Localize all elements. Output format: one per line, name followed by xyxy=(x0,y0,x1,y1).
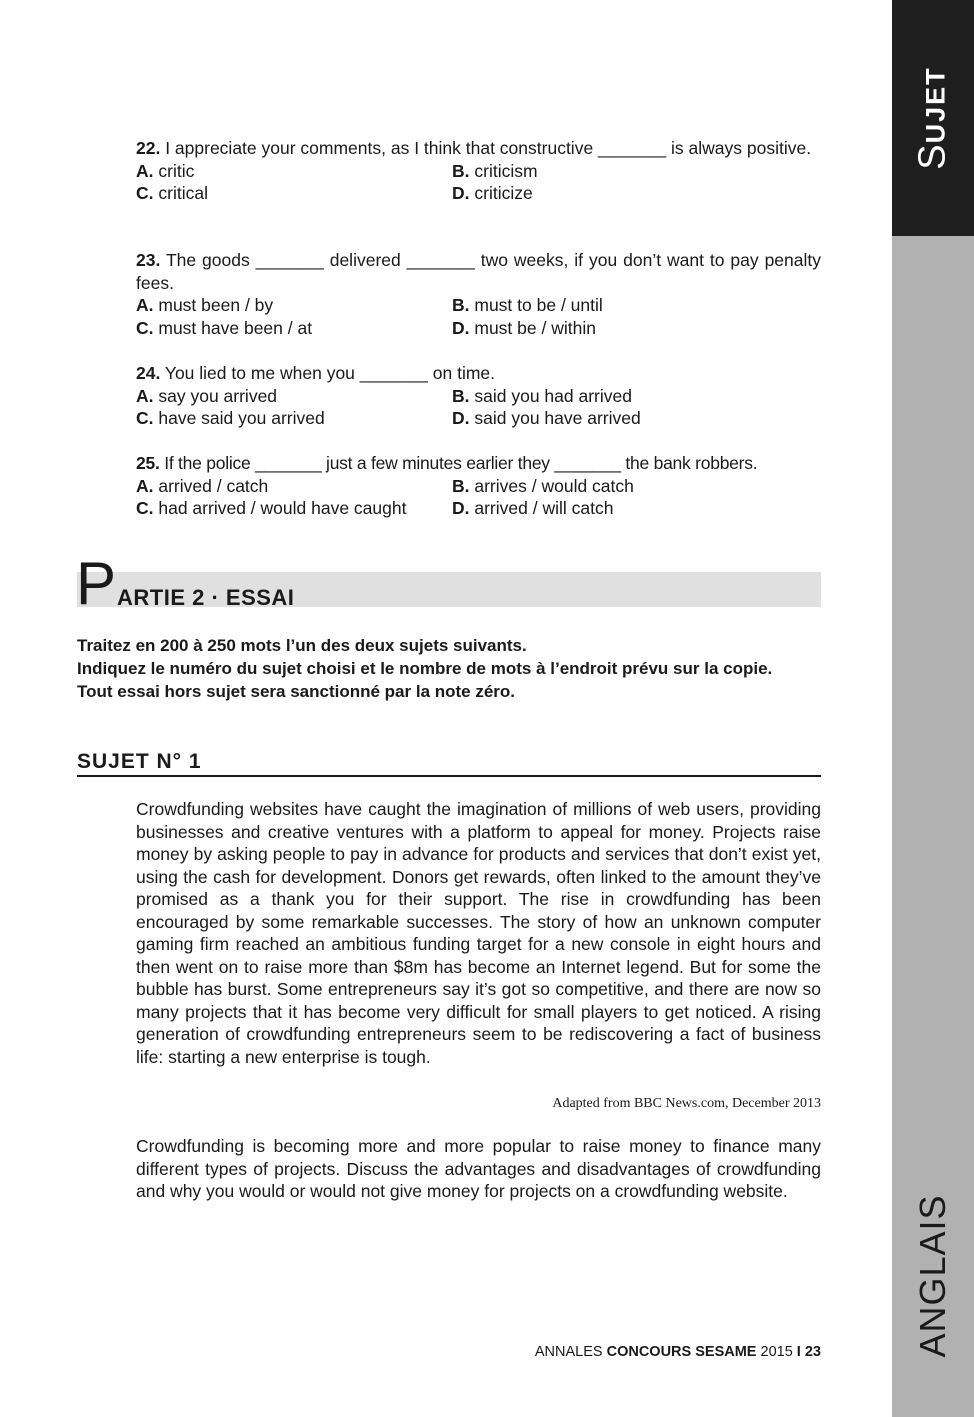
question-25 xyxy=(136,452,821,520)
answer-options xyxy=(136,385,821,430)
option-b: B. must to be / until xyxy=(452,295,603,315)
footer-year: 2015 xyxy=(760,1344,793,1360)
section-title: ARTIE 2 · ESSAI xyxy=(117,585,295,610)
option-c: C. have said you arrived xyxy=(136,408,325,428)
option-a: A. say you arrived xyxy=(136,385,278,406)
sidebar-subject-tab xyxy=(892,236,974,1417)
option-b: B. arrives / would catch xyxy=(452,475,634,496)
page-number: 23 xyxy=(804,1344,821,1360)
sujet-heading: SUJET N° 1 xyxy=(77,750,821,777)
question-stem: 22. I appreciate your comments, as I think that constructive _______ is always positive. xyxy=(136,138,812,158)
page-footer xyxy=(400,1343,821,1361)
option-b: B. criticism xyxy=(452,160,538,181)
question-22 xyxy=(136,137,821,205)
option-d: D. must be / within xyxy=(452,317,596,338)
option-c: C. must have been / at xyxy=(136,317,313,338)
option-d: D. arrived / will catch xyxy=(452,498,614,518)
instruction-line: Indiquez le numéro du sujet choisi et le nombre de mots à l’endroit prévu sur la copie. xyxy=(77,659,773,678)
footer-separator: I xyxy=(796,1344,801,1360)
question-stem: 25. If the police _______ just a few minutes earlier they _______ the bank robbers. xyxy=(136,453,758,473)
question-24 xyxy=(136,362,821,430)
section-initial: P xyxy=(76,550,117,617)
footer-prefix: ANNALES xyxy=(534,1344,603,1360)
option-c: C. had arrived / would have caught xyxy=(136,498,407,518)
answer-options xyxy=(136,294,821,339)
option-d: D. criticize xyxy=(452,183,533,203)
footer-title: CONCOURS SESAME xyxy=(606,1344,757,1360)
question-stem: 23. The goods _______ delivered _______ two weeks, if you don’t want to pay penalty fees. xyxy=(136,250,822,293)
option-d: D. said you have arrived xyxy=(452,408,641,428)
question-23 xyxy=(136,249,821,339)
instruction-line: Tout essai hors sujet sera sanctionné par la note zéro. xyxy=(77,682,516,701)
option-a: A. critic xyxy=(136,160,195,181)
question-stem: 24. You lied to me when you _______ on time. xyxy=(136,363,496,383)
instruction-line: Traitez en 200 à 250 mots l’un des deux sujets suivants. xyxy=(77,636,527,655)
answer-options xyxy=(136,160,821,205)
option-c: C. critical xyxy=(136,183,208,203)
option-a: A. arrived / catch xyxy=(136,475,269,496)
essay-prompt: Crowdfunding is becoming more and more popular to raise money to finance many different types of projects. Discuss the advantages and disadvantages of crowdfunding and why you would or would not give money for projects on a crowdfunding website. xyxy=(136,1136,821,1201)
sidebar-subject-label: ANGLAIS xyxy=(912,1194,953,1358)
sujet-passage: Crowdfunding websites have caught the imagination of millions of web users, providing businesses and creative ventures with a platform to appeal for money. Projects raise money by asking people to pay in advance for products and services that don’t exist yet, using the cash for development. Donors get rewards, often linked to the amount they’ve promised as a thank you for their support. The rise in crowdfunding has been encouraged by some remarkable successes. The story of how an unknown computer gaming firm reached an ambitious funding target for a new console in eight hours and then went on to raise more than $8m has become an Internet legend. But for some the bubble has burst. Some entrepreneurs say it’s got so competitive, and there are now so many projects that it has become very difficult for small players to get noticed. A rising generation of crowdfunding entrepreneurs seem to be rediscovering a fact of business life: starting a new enterprise is tough. xyxy=(136,799,821,1067)
essay-instructions xyxy=(77,634,837,703)
passage-source: Adapted from BBC News.com, December 2013 xyxy=(552,1096,821,1111)
option-b: B. said you had arrived xyxy=(452,385,632,406)
option-a: A. must been / by xyxy=(136,295,274,315)
sidebar-sujet-label: SUJET xyxy=(911,66,954,170)
answer-options xyxy=(136,475,821,520)
sidebar-sujet-tab xyxy=(892,0,974,236)
